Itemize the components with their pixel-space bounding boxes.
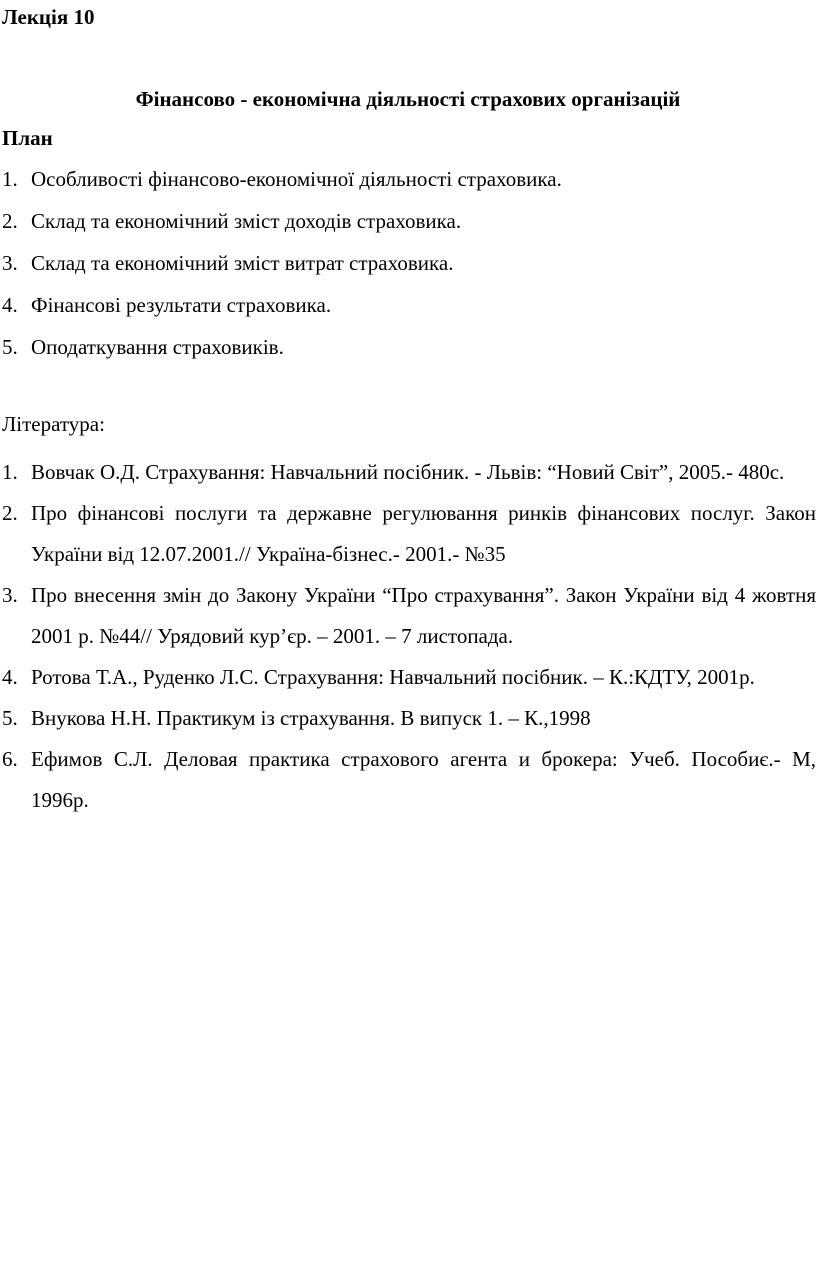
document-title: Фінансово - економічна діяльності страхових організацій (135, 87, 681, 111)
plan-heading: План (2, 126, 53, 150)
literature-item-number: 4. (2, 665, 18, 689)
literature-item-text: Вовчак О.Д. Страхування: Навчальний посібник. - Львів: “Новий Світ”, 2005.- 480с. (31, 460, 785, 484)
literature-item-text: Про внесення змін до Закону України “Про страхування”. Закон України від 4 жовтня 2001 р. №44// Урядовий кур’єр. – 2001. – 7 листопада. (31, 583, 816, 648)
literature-item-number: 5. (2, 706, 18, 730)
literature-item-text: Внукова Н.Н. Практикум із страхування. В випуск 1. – К.,1998 (31, 706, 591, 730)
literature-item-number: 3. (2, 583, 18, 607)
literature-item (0, 698, 816, 739)
literature-item-number: 2. (2, 501, 18, 525)
literature-list (0, 452, 816, 821)
literature-item-text: Ротова Т.А., Руденко Л.С. Страхування: Навчальний посібник. – К.:КДТУ, 2001р. (31, 665, 755, 689)
literature-item (0, 493, 816, 575)
plan-item (0, 250, 816, 292)
literature-item-text: Про фінансові послуги та державне регулювання ринків фінансових послуг. Закон України від 12.07.2001.// Україна-бізнес.- 2001.- №35 (31, 501, 816, 566)
literature-item (0, 575, 816, 657)
plan-item-text: Особливості фінансово-економічної діяльності страховика. (31, 167, 562, 191)
plan-item (0, 334, 816, 376)
literature-item-text: Ефимов С.Л. Деловая практика страхового агента и брокера: Учеб. Пособиє.- М, 1996р. (31, 747, 816, 812)
plan-item-number: 5. (2, 335, 18, 359)
plan-list (0, 166, 816, 376)
plan-item-text: Оподаткування страховиків. (31, 335, 284, 359)
literature-item-number: 6. (2, 747, 18, 771)
plan-item-number: 4. (2, 293, 18, 317)
plan-item-number: 3. (2, 251, 18, 275)
plan-item-text: Склад та економічний зміст витрат страховика. (31, 251, 454, 275)
plan-item (0, 208, 816, 250)
literature-item (0, 739, 816, 821)
literature-item (0, 657, 816, 698)
plan-item-text: Фінансові результати страховика. (31, 293, 332, 317)
plan-item-number: 2. (2, 209, 18, 233)
plan-item (0, 166, 816, 208)
literature-heading: Література: (2, 412, 105, 436)
plan-item-number: 1. (2, 167, 18, 191)
literature-item-number: 1. (2, 460, 18, 484)
lecture-label: Лекція 10 (2, 5, 95, 29)
plan-item-text: Склад та економічний зміст доходів страховика. (31, 209, 462, 233)
literature-item (0, 452, 816, 493)
plan-item (0, 292, 816, 334)
